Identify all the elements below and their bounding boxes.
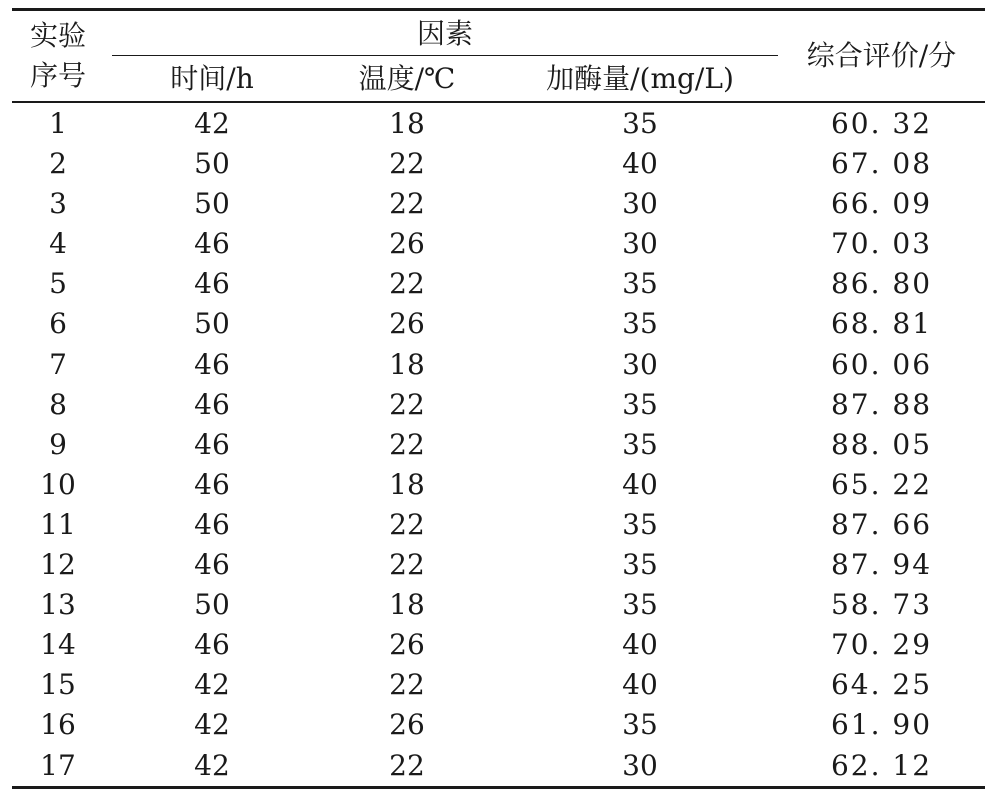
time-cell: 46 xyxy=(194,347,230,381)
experiment-number-cell: 11 xyxy=(40,507,76,541)
enzyme-amount-cell: 40 xyxy=(622,668,658,702)
experiment-number-cell: 14 xyxy=(40,628,76,662)
table-row xyxy=(12,465,985,505)
score-cell: 65. 22 xyxy=(830,467,933,501)
table-row xyxy=(12,224,985,264)
enzyme-amount-cell: 35 xyxy=(622,588,658,622)
score-cell: 66. 09 xyxy=(830,187,933,221)
enzyme-amount-cell: 30 xyxy=(622,347,658,381)
temperature-cell: 18 xyxy=(389,467,425,501)
score-cell: 86. 80 xyxy=(830,267,933,301)
time-cell: 46 xyxy=(194,507,230,541)
factor-group-underline xyxy=(112,55,778,56)
enzyme-amount-cell: 30 xyxy=(622,748,658,782)
time-cell: 46 xyxy=(194,467,230,501)
time-cell: 42 xyxy=(194,668,230,702)
table-row xyxy=(12,505,985,545)
temperature-cell: 22 xyxy=(389,507,425,541)
table-header-rule xyxy=(12,101,985,103)
experiment-number-cell: 12 xyxy=(40,548,76,582)
score-cell: 70. 29 xyxy=(830,628,933,662)
experiment-number-cell: 16 xyxy=(40,708,76,742)
experiment-number-cell: 4 xyxy=(49,227,67,261)
time-cell: 50 xyxy=(194,187,230,221)
temperature-cell: 18 xyxy=(389,588,425,622)
table-top-rule xyxy=(12,8,985,11)
table-row xyxy=(12,264,985,304)
temperature-cell: 26 xyxy=(389,628,425,662)
time-cell: 46 xyxy=(194,227,230,261)
temperature-cell: 22 xyxy=(389,748,425,782)
experiment-number-cell: 7 xyxy=(49,347,67,381)
time-cell: 42 xyxy=(194,748,230,782)
table-row xyxy=(12,625,985,665)
enzyme-amount-cell: 40 xyxy=(622,628,658,662)
time-cell: 50 xyxy=(194,147,230,181)
enzyme-amount-cell: 40 xyxy=(622,467,658,501)
experiment-number-cell: 9 xyxy=(49,427,67,461)
temperature-cell: 22 xyxy=(389,548,425,582)
experiment-number-cell: 3 xyxy=(49,187,67,221)
enzyme-amount-cell: 40 xyxy=(622,147,658,181)
time-cell: 42 xyxy=(194,708,230,742)
time-cell: 50 xyxy=(194,588,230,622)
header-overall-score: 综合评价/分 xyxy=(806,39,957,72)
experiment-number-cell: 17 xyxy=(40,748,76,782)
score-cell: 88. 05 xyxy=(830,427,933,461)
table-row xyxy=(12,184,985,224)
table-row xyxy=(12,345,985,385)
temperature-cell: 22 xyxy=(389,147,425,181)
experiment-number-cell: 2 xyxy=(49,147,67,181)
enzyme-amount-cell: 35 xyxy=(622,267,658,301)
temperature-cell: 26 xyxy=(389,307,425,341)
header-factor-group: 因素 xyxy=(416,17,473,50)
score-cell: 58. 73 xyxy=(830,588,933,622)
table-row xyxy=(12,665,985,705)
experiment-number-cell: 13 xyxy=(40,588,76,622)
enzyme-amount-cell: 30 xyxy=(622,227,658,261)
table-row xyxy=(12,585,985,625)
header-experiment-line2: 序号 xyxy=(29,59,86,92)
temperature-cell: 22 xyxy=(389,427,425,461)
score-cell: 62. 12 xyxy=(830,748,933,782)
header-temperature: 温度/℃ xyxy=(358,62,456,95)
score-cell: 60. 06 xyxy=(830,347,933,381)
table-row xyxy=(12,385,985,425)
temperature-cell: 18 xyxy=(389,347,425,381)
score-cell: 68. 81 xyxy=(830,307,933,341)
enzyme-amount-cell: 35 xyxy=(622,387,658,421)
temperature-cell: 22 xyxy=(389,387,425,421)
score-cell: 64. 25 xyxy=(830,668,933,702)
header-experiment-number xyxy=(12,16,104,96)
score-cell: 70. 03 xyxy=(830,227,933,261)
time-cell: 42 xyxy=(194,107,230,140)
experiment-number-cell: 15 xyxy=(40,668,76,702)
table-row xyxy=(12,425,985,465)
table-row xyxy=(12,545,985,585)
time-cell: 46 xyxy=(194,628,230,662)
enzyme-amount-cell: 35 xyxy=(622,708,658,742)
score-cell: 61. 90 xyxy=(830,708,933,742)
experiment-number-cell: 5 xyxy=(49,267,67,301)
table-bottom-rule xyxy=(12,786,985,789)
table-row xyxy=(12,144,985,184)
time-cell: 46 xyxy=(194,387,230,421)
temperature-cell: 22 xyxy=(389,187,425,221)
enzyme-amount-cell: 35 xyxy=(622,107,658,140)
experiment-number-cell: 10 xyxy=(40,467,76,501)
temperature-cell: 26 xyxy=(389,708,425,742)
score-cell: 87. 66 xyxy=(830,507,933,541)
header-experiment-line1: 实验 xyxy=(29,19,86,52)
table-row xyxy=(12,705,985,745)
temperature-cell: 18 xyxy=(389,107,425,140)
enzyme-amount-cell: 35 xyxy=(622,427,658,461)
time-cell: 46 xyxy=(194,548,230,582)
score-cell: 60. 32 xyxy=(830,107,933,140)
table-row xyxy=(12,104,985,144)
header-enzyme-amount: 加酶量/(mg/L) xyxy=(546,62,734,95)
table-body xyxy=(12,104,985,786)
table-row xyxy=(12,304,985,344)
score-cell: 87. 88 xyxy=(830,387,933,421)
enzyme-amount-cell: 30 xyxy=(622,187,658,221)
enzyme-amount-cell: 35 xyxy=(622,507,658,541)
table-row xyxy=(12,746,985,786)
temperature-cell: 26 xyxy=(389,227,425,261)
score-cell: 67. 08 xyxy=(830,147,933,181)
time-cell: 50 xyxy=(194,307,230,341)
time-cell: 46 xyxy=(194,267,230,301)
header-time: 时间/h xyxy=(170,62,254,95)
time-cell: 46 xyxy=(194,427,230,461)
experiment-number-cell: 1 xyxy=(49,107,67,140)
temperature-cell: 22 xyxy=(389,668,425,702)
experiment-number-cell: 6 xyxy=(49,307,67,341)
enzyme-amount-cell: 35 xyxy=(622,548,658,582)
experiment-number-cell: 8 xyxy=(49,387,67,421)
enzyme-amount-cell: 35 xyxy=(622,307,658,341)
score-cell: 87. 94 xyxy=(830,548,933,582)
temperature-cell: 22 xyxy=(389,267,425,301)
